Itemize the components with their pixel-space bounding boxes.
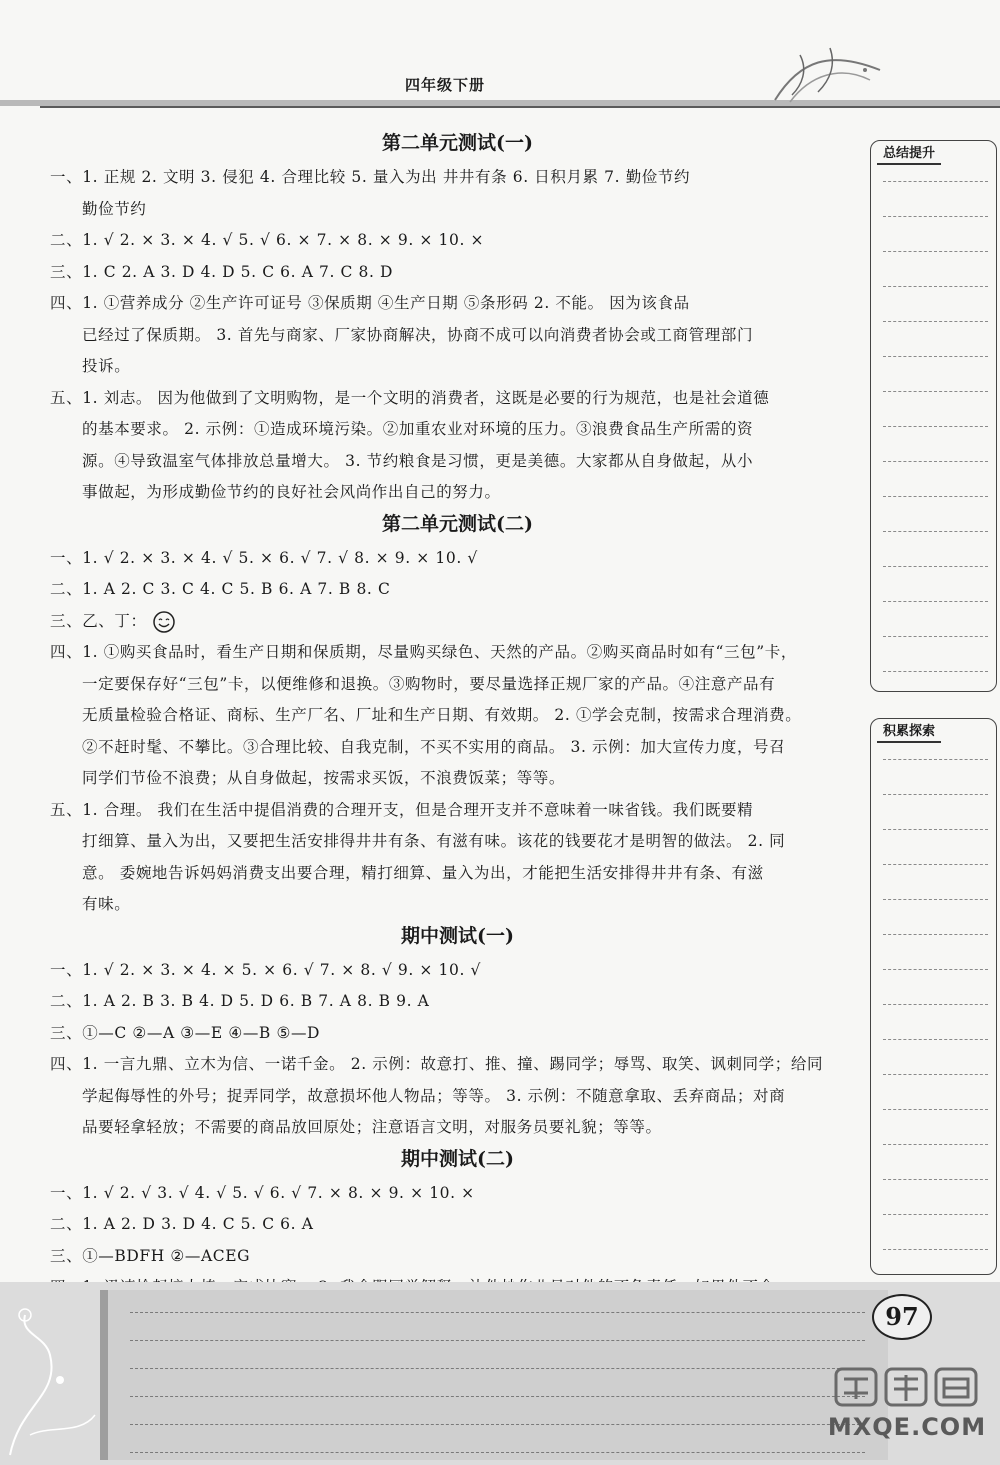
footer-note-line <box>130 1396 865 1397</box>
footer-note-line <box>130 1452 865 1453</box>
note-line <box>883 636 988 637</box>
note-line <box>883 216 988 217</box>
answer-line: 事做起，为形成勤俭节约的良好社会风尚作出自己的努力。 <box>82 483 501 501</box>
note-line <box>883 1039 988 1040</box>
note-line <box>883 671 988 672</box>
answer-line: 四、1. 一言九鼎、立木为信、一诺千金。 2. 示例：故意打、推、撞、踢同学；辱骂、取笑、讽刺同学；给同 <box>50 1055 824 1073</box>
answer-line: 的基本要求。 2. 示例：①造成环境污染。②加重农业对环境的压力。③浪费食品生产所需的资 <box>82 420 754 438</box>
note-line <box>883 251 988 252</box>
answer-line: 二、1. A 2. C 3. C 4. C 5. B 6. A 7. B 8. C <box>50 580 391 598</box>
answer-line: 无质量检验合格证、商标、生产厂名、厂址和生产日期、有效期。 2. ①学会克制，按需求合理消费。 <box>82 706 802 724</box>
summary-notes-box <box>870 140 997 692</box>
note-line <box>883 286 988 287</box>
note-line <box>883 321 988 322</box>
note-line <box>883 1214 988 1215</box>
smiley-face-icon <box>152 610 176 634</box>
answer-line: 投诉。 <box>82 357 131 375</box>
note-line <box>883 531 988 532</box>
answer-line: 三、1. C 2. A 3. D 4. D 5. C 6. A 7. C 8. D <box>50 262 394 281</box>
footer-notes-area <box>100 1290 888 1460</box>
page-number: 97 <box>872 1294 932 1340</box>
note-line <box>883 461 988 462</box>
answer-line: 同学们节俭不浪费；从自身做起，按需求买饭，不浪费饭菜；等等。 <box>82 769 566 787</box>
note-line <box>883 759 988 760</box>
answer-line: 一定要保存好“三包”卡，以便维修和退换。③购物时，要尽量选择正规厂家的产品。④注意产品有 <box>82 674 776 693</box>
answer-line: 有味。 <box>82 895 131 913</box>
note-line <box>883 1179 988 1180</box>
note-line <box>883 1249 988 1250</box>
answer-text: 三、乙、丁： <box>50 611 147 630</box>
floral-ornament-icon <box>0 1285 110 1465</box>
note-line <box>883 601 988 602</box>
note-line <box>883 864 988 865</box>
note-line <box>883 794 988 795</box>
watermark <box>822 1361 992 1461</box>
note-line <box>883 1109 988 1110</box>
note-line <box>883 426 988 427</box>
answer-line: ②不赶时髦、不攀比。③合理比较、自我克制，不买不实用的商品。 3. 示例：加大宣传力度，号召 <box>82 737 786 756</box>
watermark-logo-icon <box>834 1365 980 1409</box>
note-line <box>883 496 988 497</box>
answer-line: 一、1. √ 2. × 3. × 4. √ 5. × 6. √ 7. √ 8. × 9. × 10. √ <box>50 548 478 567</box>
answer-line: 二、1. A 2. D 3. D 4. C 5. C 6. A <box>50 1215 314 1233</box>
answer-line: 二、1. √ 2. × 3. × 4. √ 5. √ 6. × 7. × 8. × 9. × 10. × <box>50 231 485 249</box>
note-line <box>883 969 988 970</box>
answer-line: 二、1. A 2. B 3. B 4. D 5. D 6. B 7. A 8. B 9. A <box>50 992 430 1010</box>
footer-note-line <box>130 1340 865 1341</box>
footer-note-line <box>130 1368 865 1369</box>
section-title: 期中测试(一) <box>401 924 514 947</box>
note-line <box>883 1144 988 1145</box>
swirl-ornament-icon <box>770 40 890 110</box>
answer-line: 已经过了保质期。 3. 首先与商家、厂家协商解决，协商不成可以向消费者协会或工商管理部门 <box>82 325 754 344</box>
watermark-text: MXQE.COM <box>827 1413 987 1441</box>
answer-line: 四、1. ①购买食品时，看生产日期和保质期，尽量购买绿色、天然的产品。②购买商品时如有“三包”卡， <box>50 643 797 661</box>
note-line <box>883 356 988 357</box>
note-line <box>883 391 988 392</box>
footer-note-line <box>130 1312 865 1313</box>
answer-line: 一、1. 正规 2. 文明 3. 侵犯 4. 合理比较 5. 量入为出 井井有条 6. 日积月累 7. 勤俭节约 <box>50 168 691 186</box>
answer-line: 一、1. √ 2. × 3. × 4. × 5. × 6. √ 7. × 8. √ 9. × 10. √ <box>50 960 481 979</box>
note-line <box>883 1074 988 1075</box>
answer-line: 打细算、量入为出，又要把生活安排得井井有条、有滋有味。该花的钱要花才是明智的做法。 2. 同 <box>82 832 786 850</box>
answer-line: 勤俭节约 <box>82 199 147 218</box>
answer-line: 源。④导致温室气体排放总量增大。 3. 节约粮食是习惯，更是美德。大家都从自身做起，从小 <box>82 451 754 470</box>
answer-line: 五、1. 合理。 我们在生活中提倡消费的合理开支，但是合理开支并不意味着一味省钱。我们既要精 <box>50 800 754 819</box>
explore-notes-box <box>870 718 997 1275</box>
section-title: 第二单元测试(一) <box>382 132 533 154</box>
note-line <box>883 181 988 182</box>
section-title: 第二单元测试(二) <box>382 512 533 535</box>
answer-line: 三、①—BDFH ②—ACEG <box>50 1246 251 1265</box>
summary-notes-label: 总结提升 <box>877 140 941 165</box>
answer-line: 品要轻拿轻放；不需要的商品放回原处；注意语言文明，对服务员要礼貌；等等。 <box>82 1118 662 1136</box>
note-line <box>883 934 988 935</box>
answer-line: 四、1. ①营养成分 ②生产许可证号 ③保质期 ④生产日期 ⑤条形码 2. 不能。 因为该食品 <box>50 294 690 312</box>
note-line <box>883 899 988 900</box>
answer-content <box>50 128 865 1304</box>
section-title: 期中测试(二) <box>401 1147 514 1170</box>
explore-notes-label: 积累探索 <box>877 718 941 743</box>
answer-line: 五、1. 刘志。 因为他做到了文明购物，是一个文明的消费者，这既是必要的行为规范，也是社会道德 <box>50 388 770 407</box>
note-line <box>883 566 988 567</box>
answer-line: 意。 委婉地告诉妈妈消费支出要合理，精打细算、量入为出，才能把生活安排得井井有条、有滋 <box>82 863 764 882</box>
note-line <box>883 829 988 830</box>
grade-label: 四年级下册 <box>405 76 486 94</box>
answer-line: 学起侮辱性的外号；捉弄同学，故意损坏他人物品；等等。 3. 示例：不随意拿取、丢弃商品；对商 <box>82 1086 786 1105</box>
answer-line <box>50 606 865 638</box>
note-line <box>883 1004 988 1005</box>
answer-line: 一、1. √ 2. √ 3. √ 4. √ 5. √ 6. √ 7. × 8. × 9. × 10. × <box>50 1183 475 1202</box>
answer-line: 三、①—C ②—A ③—E ④—B ⑤—D <box>50 1023 321 1042</box>
footer-note-line <box>130 1424 865 1425</box>
